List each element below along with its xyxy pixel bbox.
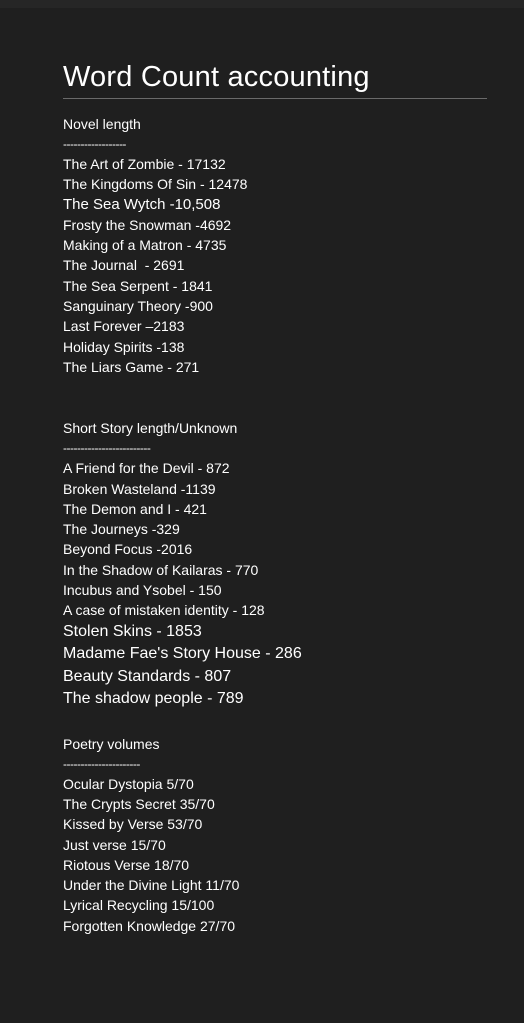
list-item: Broken Wasteland -1139 (63, 480, 216, 497)
section-heading: Novel length (63, 116, 141, 132)
list-item: Riotous Verse 18/70 (63, 856, 190, 873)
list-item: The Liars Game - 271 (63, 358, 200, 375)
list-item: Holiday Spirits -138 (63, 338, 185, 355)
list-item: A case of mistaken identity - 128 (63, 602, 265, 619)
list-item: The Art of Zombie - 17132 (63, 156, 226, 172)
list-item: Under the Divine Light 11/70 (63, 877, 240, 894)
page-title: Word Count accounting (63, 61, 370, 93)
list-item: Lyrical Recycling 15/100 (63, 897, 215, 914)
list-item: Ocular Dystopia 5/70 (63, 775, 194, 792)
section-heading: Short Story length/Unknown (63, 420, 238, 437)
list-item: The Sea Serpent - 1841 (63, 277, 213, 294)
novel-list (63, 154, 487, 377)
list-item: Incubus and Ysobel - 150 (63, 582, 222, 599)
list-item: The Demon and I - 421 (63, 500, 207, 517)
section-divider: ------------------ (63, 137, 126, 151)
list-item: Making of a Matron - 4735 (63, 237, 227, 254)
top-bar (0, 0, 524, 8)
list-item: Stolen Skins - 1853 (63, 622, 202, 640)
section-novel-length (63, 114, 487, 377)
short-story-list (63, 458, 487, 710)
list-item: The shadow people - 789 (63, 690, 244, 708)
list-item: Forgotten Knowledge 27/70 (63, 917, 236, 934)
poetry-list (63, 774, 487, 936)
list-item: Sanguinary Theory -900 (63, 298, 213, 315)
title-underline (63, 98, 487, 99)
list-item: Beauty Standards - 807 (63, 667, 232, 685)
list-item: The Journal - 2691 (63, 257, 185, 274)
list-item: In the Shadow of Kailaras - 770 (63, 561, 259, 578)
list-item: Just verse 15/70 (63, 836, 166, 853)
section-heading: Poetry volumes (63, 735, 160, 752)
section-poetry-volumes (63, 734, 487, 936)
section-divider: ------------------------- (63, 441, 151, 456)
section-divider: ---------------------- (63, 756, 140, 771)
list-item: Frosty the Snowman -4692 (63, 216, 232, 233)
list-item: Last Forever –2183 (63, 318, 185, 335)
document-body (63, 58, 487, 936)
list-item: The Crypts Secret 35/70 (63, 795, 215, 812)
list-item: Kissed by Verse 53/70 (63, 816, 203, 833)
list-item: The Sea Wytch -10,508 (63, 195, 221, 213)
section-short-story (63, 418, 487, 710)
list-item: Beyond Focus -2016 (63, 541, 193, 558)
list-item: A Friend for the Devil - 872 (63, 460, 230, 477)
list-item: The Journeys -329 (63, 521, 180, 538)
list-item: Madame Fae's Story House - 286 (63, 645, 302, 663)
list-item: The Kingdoms Of Sin - 12478 (63, 176, 248, 193)
